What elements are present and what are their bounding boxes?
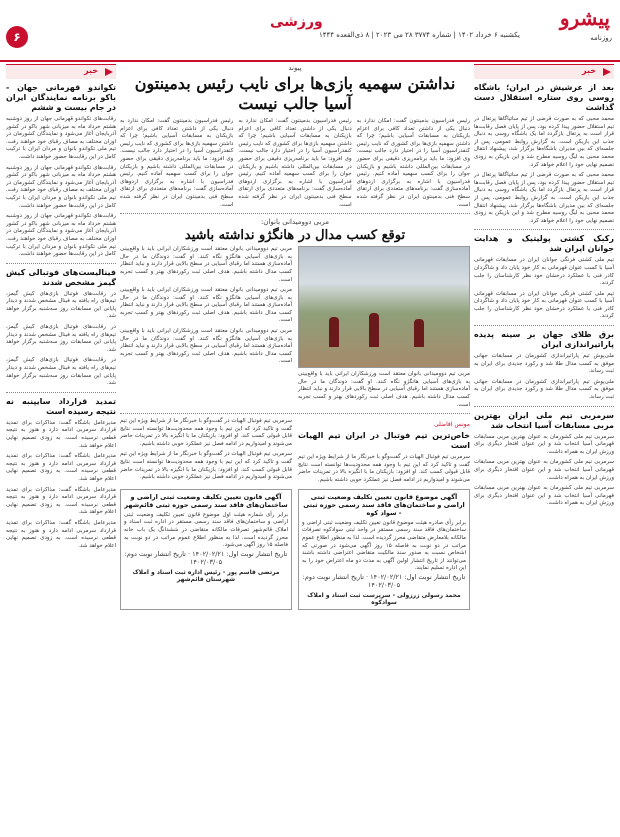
news-label: خبر bbox=[581, 66, 596, 75]
logo-subtitle: روزنامه bbox=[590, 34, 612, 42]
headline-kicker: مربی دوومیدانی بانوان: bbox=[260, 218, 330, 227]
news-label: خبر bbox=[83, 66, 98, 75]
divider bbox=[120, 213, 470, 214]
masthead bbox=[0, 0, 620, 62]
right-column bbox=[474, 64, 614, 831]
article-title: فینالیست‌های فوتبالی کیش گیمز مشخص شدند bbox=[6, 267, 116, 287]
arrow-icon bbox=[603, 68, 611, 76]
legal-notice: آگهی موضوع قانون تعیین تکلیف وضعیت ثبتی اراضی و ساختمان‌های فاقد سند رسمی حوزه ثبتی - سواد کوه برابر رأی صادره هیئت موضوع قانون تعیین تکلیف وضعیت ثبتی اراضی و ساختمان‌های فاقد سند رسمی مستقر در واحد ثبتی سوادکوه تصرفات مالکانه بلامعارض متقاضی محرز گردیده است. لذا به منظور اطلاع عموم مراتب در دو نوبت به فاصله ۱۵ روز آگهی می‌شود در صورتی که اشخاص نسبت به صدور سند مالکیت متقاضی اعتراضی داشته باشند می‌توانند از تاریخ انتشار اولین آگهی به مدت دو ماه اعتراض خود را به این اداره تسلیم نمایند. تاریخ انتشار نوبت اول: ۱۴۰۲/۰۲/۲۱ · تاریخ انتشار نوبت دوم: ۱۴۰۲/۰۳/۰۵ محمد رسولی زرزولی - سرپرست ثبت اسناد و املاک سوادکوه bbox=[298, 489, 470, 610]
headline-kicker: پیوند bbox=[288, 64, 302, 72]
article-title: تکواندو قهرمانی جهان - باکو برنامه نمایندگان ایران در جام بیست و ششم bbox=[6, 83, 116, 112]
secondary-headline: توقع کسب مدال در هانگژو نداشته باشید bbox=[184, 228, 406, 244]
news-label-bar bbox=[6, 64, 116, 79]
author: مونس افاضلی bbox=[434, 421, 470, 429]
divider bbox=[474, 325, 614, 326]
story-body: سرمربی تیم فوتبال الهیات در گفت‌وگو با خبرنگار ما از شرایط ویژه این تیم گفت و تاکید کرد که این تیم با وجود همه محدودیت‌ها توانسته است نتایج قابل قبولی کسب کند. او افزود: بازیکنان ما با انگیزه بالا در تمرینات حاضر می‌شوند و امیدواریم در ادامه فصل نیز عملکرد خوبی داشته باشیم. سرمربی تیم فوتبال الهیات در گفت‌وگو با خبرنگار ما از شرایط ویژه این تیم گفت و تاکید کرد که این تیم با وجود همه محدودیت‌ها توانسته است نتایج قابل قبولی کسب کند. او افزود: بازیکنان ما با انگیزه بالا در تمرینات حاضر می‌شوند و امیدواریم در ادامه فصل نیز عملکرد خوبی داشته باشیم. bbox=[120, 418, 292, 481]
newspaper-logo: پیشرو bbox=[559, 6, 610, 30]
athletics-photo bbox=[298, 246, 470, 368]
divider bbox=[120, 413, 470, 414]
article-title: رکبک کشتی پولیتیک و هدایت جوانان ایران شد bbox=[474, 234, 614, 254]
article-body: رقابت‌های تکواندو قهرمانی جهان از روز دوشنبه هشتم خرداد ماه به میزبانی شهر باکو در کشور آذربایجان آغاز می‌شود و نمایندگان کشورمان در اوزان مختلف به مصاف رقبای خود خواهند رفت. تیم ملی تکواندو بانوان و مردان ایران با ترکیب کامل در این رقابت‌ها حضور خواهند داشت. رقابت‌های تکواندو قهرمانی جهان از روز دوشنبه هشتم خرداد ماه به میزبانی شهر باکو در کشور آذربایجان آغاز می‌شود و نمایندگان کشورمان در اوزان مختلف به مصاف رقبای خود خواهند رفت. تیم ملی تکواندو بانوان و مردان ایران با ترکیب کامل در این رقابت‌ها حضور خواهند داشت. رقابت‌های تکواندو قهرمانی جهان از روز دوشنبه هشتم خرداد ماه به میزبانی شهر باکو در کشور آذربایجان آغاز می‌شود و نمایندگان کشورمان در اوزان مختلف به مصاف رقبای خود خواهند رفت. تیم ملی تکواندو بانوان و مردان ایران با ترکیب کامل در این رقابت‌ها حضور خواهند داشت. bbox=[6, 116, 116, 258]
runner-figure bbox=[329, 317, 339, 347]
story-body: رئیس فدراسیون بدمینتون گفت: امکان ندارد به دنبال یکی از داشتن تعداد کافی برای اعزام بازیکنان به مسابقات آسیایی باشیم؛ چرا که داشتن سهمیه بازی‌ها برای کشوری که نایب رئیس کنفدراسیون آسیا را در اختیار دارد جالب نیست. وی افزود: ما باید برنامه‌ریزی دقیقی برای حضور در مسابقات بین‌المللی داشته باشیم و بازیکنان جوان را برای کسب سهمیه آماده کنیم. رئیس فدراسیون با اشاره به برگزاری اردوهای آماده‌سازی گفت: برنامه‌های متعددی برای ارتقای سطح فنی بدمینتون ایران در نظر گرفته شده است. رئیس فدراسیون بدمینتون گفت: امکان ندارد به دنبال یکی از داشتن تعداد کافی برای اعزام بازیکنان به مسابقات آسیایی باشیم؛ چرا که داشتن سهمیه بازی‌ها برای کشوری که نایب رئیس کنفدراسیون آسیا را در اختیار دارد جالب نیست. وی افزود: ما باید برنامه‌ریزی دقیقی برای حضور در مسابقات بین‌المللی داشته باشیم و بازیکنان جوان را برای کسب سهمیه آماده کنیم. رئیس فدراسیون با اشاره به برگزاری اردوهای آماده‌سازی گفت: برنامه‌های متعددی برای ارتقای سطح فنی بدمینتون ایران در نظر گرفته شده است. رئیس فدراسیون بدمینتون گفت: امکان ندارد به دنبال یکی از داشتن تعداد کافی برای اعزام بازیکنان به مسابقات آسیایی باشیم؛ چرا که داشتن سهمیه بازی‌ها برای کشوری که نایب رئیس کنفدراسیون آسیا را در اختیار دارد جالب نیست. وی افزود: ما باید برنامه‌ریزی دقیقی برای حضور در مسابقات بین‌المللی داشته باشیم و بازیکنان جوان را برای کسب سهمیه آماده کنیم. رئیس فدراسیون با اشاره به برگزاری اردوهای آماده‌سازی گفت: برنامه‌های متعددی برای ارتقای سطح فنی بدمینتون ایران در نظر گرفته شده است. bbox=[120, 118, 470, 208]
article-title: خاص‌ترین تیم فوتبال در ایران تیم الهیات است bbox=[298, 431, 470, 451]
article-body: ملی‌پوش تیم پاراتیراندازی کشورمان در مسابقات جهانی موفق به کسب مدال طلا شد و رکورد جدیدی برای ایران به ثبت رساند. ملی‌پوش تیم پاراتیراندازی کشورمان در مسابقات جهانی موفق به کسب مدال طلا شد و رکورد جدیدی برای ایران به ثبت رساند. bbox=[474, 353, 614, 401]
article-title: برق ظلای جهان بر سینه پدیده پاراتیراندازی ایران bbox=[474, 330, 614, 350]
article-title: تمدید قرارداد سایپنبه نه نتیجه رسیده است bbox=[6, 396, 116, 416]
story-body: مربی تیم دوومیدانی بانوان معتقد است ورزشکاران ایرانی باید با واقع‌بینی به بازی‌های آسیایی هانگژو نگاه کنند. او گفت: دوندگان ما در حال آماده‌سازی هستند اما رقبای آسیایی در سطح بالایی قرار دارند و نباید انتظار کسب مدال داشته باشیم. هدف اصلی ثبت رکوردهای بهتر و کسب تجربه است. مربی تیم دوومیدانی بانوان معتقد است ورزشکاران ایرانی باید با واقع‌بینی به بازی‌های آسیایی هانگژو نگاه کنند. او گفت: دوندگان ما در حال آماده‌سازی هستند اما رقبای آسیایی در سطح بالایی قرار دارند و نباید انتظار کسب مدال داشته باشیم. هدف اصلی ثبت رکوردهای بهتر و کسب تجربه است. مربی تیم دوومیدانی بانوان معتقد است ورزشکاران ایرانی باید با واقع‌بینی به بازی‌های آسیایی هانگژو نگاه کنند. او گفت: دوندگان ما در حال آماده‌سازی هستند اما رقبای آسیایی در سطح بالایی قرار دارند و نباید انتظار کسب مدال داشته باشیم. هدف اصلی ثبت رکوردهای بهتر و کسب تجربه است. bbox=[120, 246, 292, 365]
section-title: ورزشی bbox=[270, 14, 323, 30]
news-label-bar bbox=[474, 64, 614, 79]
article-body: تیم ملی کشتی فرنگی جوانان ایران در مسابقات قهرمانی آسیا با کسب عنوان قهرمانی به کار خود پایان داد و شاگردان کادر فنی با عملکرد درخشان خود نظر کارشناسان را جلب کردند. تیم ملی کشتی فرنگی جوانان ایران در مسابقات قهرمانی آسیا با کسب عنوان قهرمانی به کار خود پایان داد و شاگردان کادر فنی با عملکرد درخشان خود نظر کارشناسان را جلب کردند. bbox=[474, 257, 614, 320]
main-headline: نداشتن سهمیه بازی‌ها برای نایب رئیس بدمینتون آسیا جالب نیست bbox=[134, 74, 456, 113]
article-body: مدیرعامل باشگاه گفت: مذاکرات برای تمدید قرارداد سرمربی ادامه دارد و هنوز به نتیجه قطعی نرسیده است. به زودی تصمیم نهایی اعلام خواهد شد. مدیرعامل باشگاه گفت: مذاکرات برای تمدید قرارداد سرمربی ادامه دارد و هنوز به نتیجه قطعی نرسیده است. به زودی تصمیم نهایی اعلام خواهد شد. مدیرعامل باشگاه گفت: مذاکرات برای تمدید قرارداد سرمربی ادامه دارد و هنوز به نتیجه قطعی نرسیده است. به زودی تصمیم نهایی اعلام خواهد شد. مدیرعامل باشگاه گفت: مذاکرات برای تمدید قرارداد سرمربی ادامه دارد و هنوز به نتیجه قطعی نرسیده است. به زودی تصمیم نهایی اعلام خواهد شد. bbox=[6, 419, 116, 549]
dateline: یکشنبه ۶ خرداد ۱۴۰۲ | شماره ۳۷۷۴ ۲۸ می ۲۰۲۳ | ۸ ذی‌القعده ۱۴۴۴ bbox=[319, 31, 520, 39]
runner-figure bbox=[369, 313, 379, 347]
divider bbox=[6, 263, 116, 264]
article-body: سرمربی تیم ملی کشورمان به عنوان بهترین مربی مسابقات قهرمانی آسیا انتخاب شد و این عنوان افتخار دیگری برای ورزش ایران به همراه داشت. سرمربی تیم ملی کشورمان به عنوان بهترین مربی مسابقات قهرمانی آسیا انتخاب شد و این عنوان افتخار دیگری برای ورزش ایران به همراه داشت. سرمربی تیم ملی کشورمان به عنوان بهترین مربی مسابقات قهرمانی آسیا انتخاب شد و این عنوان افتخار دیگری برای ورزش ایران به همراه داشت. bbox=[474, 433, 614, 507]
divider bbox=[6, 392, 116, 393]
article-body: محمد محبی که به صورت قرضی از تیم ساتیاگاها پرتغال در تیم استقلال حضور پیدا کرده بود، پس از پایان فصل رقابت‌ها قرار است به پرتغال بازگردد اما یک باشگاه روسی به دنبال جذب این بازیکن است. به گزارش روابط عمومی، پس از جلسه‌ای که بین مدیران باشگاه‌ها برگزار شد، پیشنهاد انتقال محمد محبی به لیگ روسیه مطرح شد و این بازیکن به زودی تصمیم نهایی خود را اعلام خواهد کرد. محمد محبی که به صورت قرضی از تیم ساتیاگاها پرتغال در تیم استقلال حضور پیدا کرده بود، پس از پایان فصل رقابت‌ها قرار است به پرتغال بازگردد اما یک باشگاه روسی به دنبال جذب این بازیکن است. به گزارش روابط عمومی، پس از جلسه‌ای که بین مدیران باشگاه‌ها برگزار شد، پیشنهاد انتقال محمد محبی به لیگ روسیه مطرح شد و این بازیکن به زودی تصمیم نهایی خود را اعلام خواهد کرد. bbox=[474, 116, 614, 224]
page-number-badge: ۶ bbox=[6, 26, 28, 48]
runner-figure bbox=[414, 319, 424, 347]
left-column bbox=[6, 64, 116, 831]
article-title: بعد از عرشیش در ایران؛ باشگاه روسی روی ستاره استقلال دست گذاشت bbox=[474, 83, 614, 112]
divider bbox=[474, 229, 614, 230]
article-body: در رقابت‌های فوتبال بازی‌های کیش گیمز، تیم‌های راه یافته به فینال مشخص شدند و دیدار پایانی این مسابقات روز سه‌شنبه برگزار خواهد شد. در رقابت‌های فوتبال بازی‌های کیش گیمز، تیم‌های راه یافته به فینال مشخص شدند و دیدار پایانی این مسابقات روز سه‌شنبه برگزار خواهد شد. در رقابت‌های فوتبال بازی‌های کیش گیمز، تیم‌های راه یافته به فینال مشخص شدند و دیدار پایانی این مسابقات روز سه‌شنبه برگزار خواهد شد. bbox=[6, 290, 116, 387]
article-title: سرمربی تیم ملی ایران بهترین مربی مسابقات آسیا انتخاب شد bbox=[474, 410, 614, 430]
arrow-icon bbox=[105, 68, 113, 76]
main-column: پیوند نداشتن سهمیه بازی‌ها برای نایب رئیس بدمینتون آسیا جالب نیست رئیس فدراسیون بدمینتون گفت: امکان ندارد به دنبال یکی از داشتن تعداد کافی برای اعزام بازیکنان به مسابقات آسیایی باشیم؛ چرا که داشتن سهمیه بازی‌ها برای کشوری که نایب رئیس کنفدراسیون آسیا را در اختیار دارد جالب نیست. وی افزود: ما باید برنامه‌ریزی دقیقی برای حضور در مسابقات بین‌المللی داشته باشیم و بازیکنان جوان را برای کسب سهمیه آماده کنیم. رئیس فدراسیون با اشاره به برگزاری اردوهای آماده‌سازی گفت: برنامه‌های متعددی برای ارتقای سطح فنی بدمینتون ایران در نظر گرفته شده است. رئیس فدراسیون بدمینتون گفت: امکان ندارد به دنبال یکی از داشتن تعداد کافی برای اعزام بازیکنان به مسابقات آسیایی باشیم؛ چرا که داشتن سهمیه بازی‌ها برای کشوری که نایب رئیس کنفدراسیون آسیا را در اختیار دارد جالب نیست. وی افزود: ما باید برنامه‌ریزی دقیقی برای حضور در مسابقات بین‌المللی داشته باشیم و بازیکنان جوان را برای کسب سهمیه آماده کنیم. رئیس فدراسیون با اشاره به برگزاری اردوهای آماده‌سازی گفت: برنامه‌های متعددی برای ارتقای سطح فنی بدمینتون ایران در نظر گرفته شده است. رئیس فدراسیون بدمینتون گفت: امکان ندارد به دنبال یکی از داشتن تعداد کافی برای اعزام بازیکنان به مسابقات آسیایی باشیم؛ چرا که داشتن سهمیه بازی‌ها برای کشوری که نایب رئیس کنفدراسیون آسیا را در اختیار دارد جالب نیست. وی افزود: ما باید برنامه‌ریزی دقیقی برای حضور در مسابقات بین‌المللی داشته باشیم و بازیکنان جوان را برای کسب سهمیه آماده کنیم. رئیس فدراسیون با اشاره به برگزاری اردوهای آماده‌سازی گفت: برنامه‌های متعددی برای ارتقای سطح فنی بدمینتون ایران در نظر گرفته شده است. مربی دوومیدانی بانوان: توقع کسب مدال در هانگژو نداشته باشید مربی تیم دوومیدانی بانوان معتقد است ورزشکاران ایرانی باید با واقع‌بینی به بازی‌های آسیایی هانگژو نگاه کنند. او گفت: دوندگان ما در حال آماده‌سازی هستند اما رقبای آسیایی در سطح بالایی قرار دارند و نباید انتظار کسب مدال داشته باشیم. هدف اصلی ثبت رکوردهای بهتر و کسب تجربه است. مربی تیم دوومیدانی بانوان معتقد است ورزشکاران ایرانی باید با واقع‌بینی به بازی‌های آسیایی هانگژو نگاه کنند. او گفت: دوندگان ما در حال آماده‌سازی هستند اما رقبای آسیایی در سطح بالایی قرار دارند و نباید انتظار کسب مدال داشته باشیم. هدف اصلی ثبت رکوردهای بهتر و کسب تجربه است. مربی تیم دوومیدانی بانوان معتقد است ورزشکاران ایرانی باید با واقع‌بینی به بازی‌های آسیایی هانگژو نگاه کنند. او گفت: دوندگان ما در حال آماده‌سازی هستند اما رقبای آسیایی در سطح بالایی قرار دارند و نباید انتظار کسب مدال داشته باشیم. هدف اصلی ثبت رکوردهای بهتر و کسب تجربه است. مربی تیم دوومیدانی بانوان معتقد است ورزشکاران ایرانی باید با واقع‌بینی به بازی‌های آسیایی هانگژو نگاه کنند. او گفت: دوندگان ما در حال آماده‌سازی هستند اما رقبای آسیایی در سطح بالایی قرار دارند و نباید انتظار کسب مدال داشته باشیم. هدف اصلی ثبت رکوردهای بهتر و کسب تجربه است. مونس افاضلی خاص‌ترین تیم فوتبال در ایران تیم الهیات است سرمربی تیم فوتبال الهیات در گفت‌وگو با خبرنگار ما از شرایط ویژه این تیم گفت و تاکید کرد که این تیم با وجود همه محدودیت‌ها توانسته است نتایج قابل قبولی کسب کند. او افزود: بازیکنان ما با انگیزه بالا در تمرینات حاضر می‌شوند و امیدواریم در ادامه فصل نیز عملکرد خوبی داشته باشیم. سرمربی تیم فوتبال الهیات در گفت‌وگو با خبرنگار ما از شرایط ویژه این تیم گفت و تاکید کرد که این تیم با وجود همه محدودیت‌ها توانسته است نتایج قابل قبولی کسب کند. او افزود: بازیکنان ما با انگیزه بالا در تمرینات حاضر می‌شوند و امیدواریم در ادامه فصل نیز عملکرد خوبی داشته باشیم. سرمربی تیم فوتبال الهیات در گفت‌وگو با خبرنگار ما از شرایط ویژه این تیم گفت و تاکید کرد که این تیم با وجود همه محدودیت‌ها توانسته است نتایج قابل قبولی کسب کند. او افزود: بازیکنان ما با انگیزه بالا در تمرینات حاضر می‌شوند و امیدواریم در ادامه فصل نیز عملکرد خوبی داشته باشیم. آگهی موضوع قانون تعیین تکلیف وضعیت ثبتی اراضی و ساختمان‌های فاقد سند رسمی حوزه ثبتی - سواد کوه برابر رأی صادره هیئت موضوع قانون تعیین تکلیف وضعیت ثبتی اراضی و ساختمان‌های فاقد سند رسمی مستقر در واحد ثبتی سوادکوه تصرفات مالکانه بلامعارض متقاضی محرز گردیده است. لذا به منظور اطلاع عموم مراتب در دو نوبت به فاصله ۱۵ روز آگهی می‌شود در صورتی که اشخاص نسبت به صدور سند مالکیت متقاضی اعتراضی داشته باشند می‌توانند از تاریخ انتشار اولین آگهی به مدت دو ماه اعتراض خود را به این اداره تسلیم نمایند. تاریخ انتشار نوبت اول: ۱۴۰۲/۰۲/۲۱ · تاریخ انتشار نوبت دوم: ۱۴۰۲/۰۳/۰۵ محمد رسولی زرزولی - سرپرست ثبت اسناد و املاک سوادکوه آگهی قانون تعیین تکلیف وضعیت ثبتی اراضی و ساختمان‌های فاقد سند رسمی حوزه ثبتی قائم‌شهر برابر رأی شماره هیئت اول موضوع قانون تعیین تکلیف وضعیت ثبتی اراضی و ساختمان‌های فاقد سند رسمی مستقر در اداره ثبت اسناد و املاک قائم‌شهر تصرفات مالکانه متقاضی در ششدانگ یک باب خانه محرز گردیده است. لذا به منظور اطلاع عموم مراتب در دو نوبت به فاصله ۱۵ روز آگهی می‌شود. تاریخ انتشار نوبت اول: ۱۴۰۲/۰۲/۲۱ · تاریخ انتشار نوبت دوم: ۱۴۰۲/۰۳/۰۵ مرتضی قاسم پور - رئیس اداره ثبت اسناد و املاک شهرستان قائم‌شهر bbox=[120, 64, 470, 831]
divider bbox=[474, 406, 614, 407]
legal-notice: آگهی قانون تعیین تکلیف وضعیت ثبتی اراضی و ساختمان‌های فاقد سند رسمی حوزه ثبتی قائم‌شهر برابر رأی شماره هیئت اول موضوع قانون تعیین تکلیف وضعیت ثبتی اراضی و ساختمان‌های فاقد سند رسمی مستقر در اداره ثبت اسناد و املاک قائم‌شهر تصرفات مالکانه متقاضی در ششدانگ یک باب خانه محرز گردیده است. لذا به منظور اطلاع عموم مراتب در دو نوبت به فاصله ۱۵ روز آگهی می‌شود. تاریخ انتشار نوبت اول: ۱۴۰۲/۰۲/۲۱ · تاریخ انتشار نوبت دوم: ۱۴۰۲/۰۳/۰۵ مرتضی قاسم پور - رئیس اداره ثبت اسناد و املاک شهرستان قائم‌شهر bbox=[120, 489, 292, 610]
